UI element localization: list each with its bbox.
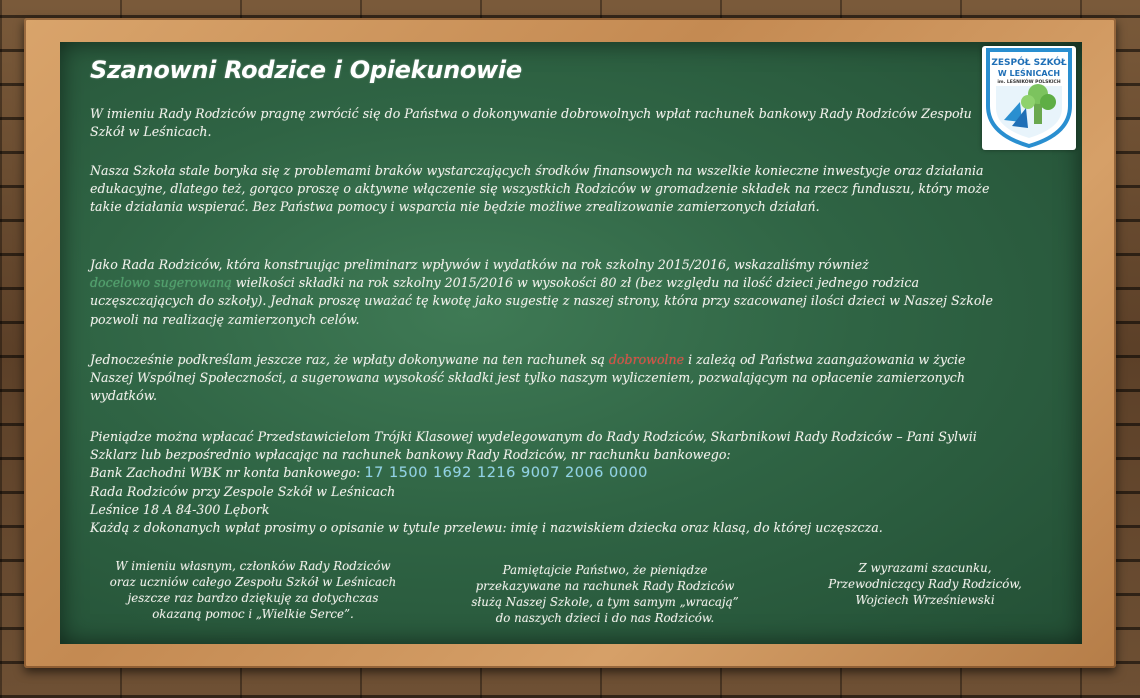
thanks-line: W imieniu własnym, członków Rady Rodziców [115, 559, 391, 573]
reminder-note [460, 562, 750, 626]
logo-line-2: W LEŚNICACH [997, 69, 1061, 78]
address-line-2: Leśnice 18 A 84-300 Lębork [90, 501, 270, 517]
reminder-line: do naszych dzieci i do nas Rodziców. [495, 611, 715, 625]
logo-line-3: im. LEŚNIKÓW POLSKICH [997, 80, 1061, 85]
signature-block [790, 560, 1060, 608]
transfer-note: Każdą z dokonanych wpłat prosimy o opisanie w tytule przelewu: imię i nazwiskiem dziecka oraz klasą, do której uczęszcza. [90, 520, 883, 536]
voluntary-text-b: i zależą od Państwa zaangażowania w życie Naszej Wspólnej Społeczności, a sugerowana wysokość składki jest tylko naszym wyliczeniem, pozwalającym na opłacenie zamierzonych wydatków. [90, 352, 966, 404]
suggested-highlight: docelowo sugerowaną [90, 275, 232, 291]
school-logo [982, 46, 1076, 150]
chalkboard [60, 42, 1082, 644]
contribution-text-b: wielkości składki na rok szkolny 2015/2016 w wysokości 80 zł (bez względu na ilość dzieci jednego rodzica uczęszczających do szkoły). Jednak proszę uważać tę kwotę jako sugestię z naszej strony, która przy szacowanej ilości dzieci w Naszej Szkole pozwoli na realizację zamierzonych celów. [90, 275, 993, 327]
signature-line: Z wyrazami szacunku, [858, 561, 992, 575]
reminder-line: przekazywane na rachunek Rady Rodziców [475, 579, 735, 593]
thanks-note [90, 558, 416, 622]
signature-line: Przewodniczący Rady Rodziców, [828, 577, 1022, 591]
thanks-line: jeszcze raz bardzo dziękuję za dotychczas [127, 591, 379, 605]
thanks-line: okazaną pomoc i „Wielkie Serce”. [152, 607, 354, 621]
reminder-line: służą Naszej Szkole, a tym samym „wracają” [471, 595, 739, 609]
contribution-text-a: Jako Rada Rodziców, która konstruując preliminarz wpływów i wydatków na rok szkolny 2015/2016, wskazaliśmy również [90, 257, 869, 272]
voluntary-text-a: Jednocześnie podkreślam jeszcze raz, że wpłaty dokonywane na ten rachunek są [90, 352, 605, 367]
paragraph-intro: W imieniu Rady Rodziców pragnę zwrócić się do Państwa o dokonywanie dobrowolnych wpłat rachunek bankowy Rady Rodziców Zespołu Szkół w Leśnicach. [90, 106, 972, 140]
bank-account-number: 17 1500 1692 1216 9007 2006 0000 [364, 465, 648, 482]
voluntary-highlight: dobrowolne [608, 352, 685, 367]
payment-text: Pieniądze można wpłacać Przedstawicielom Trójki Klasowej wydelegowanym do Rady Rodziców, Skarbnikowi Rady Rodziców – Pani Sylwii Szklarz lub bezpośrednio wpłacając na rachunek bankowy Rady Rodziców, nr rachunku bankowego: [90, 429, 977, 463]
reminder-line: Pamiętajcie Państwo, że pieniądze [502, 563, 708, 577]
paragraph-payment [90, 428, 995, 537]
signature-line: Wojciech Wrześniewski [855, 593, 995, 607]
logo-line-1: ZESPÓŁ SZKÓŁ [991, 58, 1067, 68]
paragraph-voluntary [90, 351, 995, 406]
paragraph-funding: Nasza Szkoła stale boryka się z problemami braków wystarczających środków finansowych na wszelkie konieczne inwestycje oraz działania edukacyjne, dlatego też, gorąco proszę o aktywne włączenie się wszystkich Rodziców w gromadzenie składek na rzecz funduszu, który może takie działania wspierać. Bez Państwa pomocy i wsparcia nie będzie możliwe zrealizowanie zamierzonych działań. [90, 163, 990, 215]
page-title: Szanowni Rodzice i Opiekunowie [90, 56, 522, 84]
thanks-line: oraz uczniów całego Zespołu Szkół w Leśnicach [109, 575, 397, 589]
bank-label: Bank Zachodni WBK nr konta bankowego: [90, 465, 361, 481]
paragraph-contribution [90, 256, 995, 329]
address-line-1: Rada Rodziców przy Zespole Szkół w Leśnicach [90, 483, 396, 499]
